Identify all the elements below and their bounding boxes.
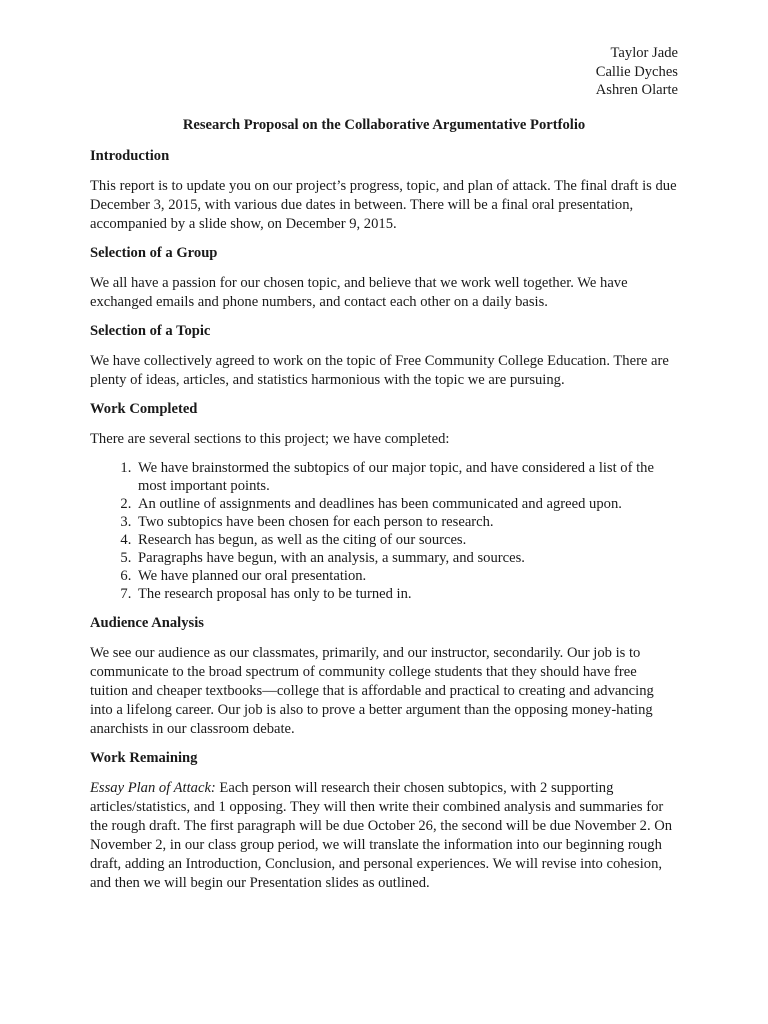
section-heading-work-remaining: Work Remaining xyxy=(90,749,198,766)
author-name: Taylor Jade xyxy=(610,45,678,61)
list-item: 2. An outline of assignments and deadlines has been communicated and agreed upon. xyxy=(135,495,678,513)
list-item: 5. Paragraphs have begun, with an analysis, a summary, and sources. xyxy=(135,549,678,567)
author-name: Ashren Olarte xyxy=(595,82,678,98)
section-heading-topic: Selection of a Topic xyxy=(90,322,211,339)
list-item: 4. Research has begun, as well as the citing of our sources. xyxy=(135,531,678,549)
author-name: Callie Dyches xyxy=(595,63,678,80)
paragraph-work-completed-intro: There are several sections to this project; we have completed: xyxy=(90,430,450,447)
section-heading-group: Selection of a Group xyxy=(90,244,218,261)
list-item: 6. We have planned our oral presentation. xyxy=(135,567,678,585)
paragraph-work-remaining xyxy=(90,779,678,893)
paragraph-audience: We see our audience as our classmates, primarily, and our instructor, secondarily. Our job is to communicate to the broad spectrum of community college students that they should have free tuition and cheaper textbooks—college that is affordable and practical to creating and advancing into a lifelong career. Our job is also to prove a better argument than the opposing money-hating anarchists in our classroom debate. xyxy=(90,644,654,737)
paragraph-group: We all have a passion for our chosen topic, and believe that we work well together. We have exchanged emails and phone numbers, and contact each other on a daily basis. xyxy=(90,274,628,310)
essay-plan-lead: Essay Plan of Attack: xyxy=(90,779,216,796)
list-item: 3. Two subtopics have been chosen for each person to research. xyxy=(135,513,678,531)
section-heading-audience: Audience Analysis xyxy=(90,614,204,631)
document-title: Research Proposal on the Collaborative Argumentative Portfolio xyxy=(182,116,586,133)
list-item: 1. We have brainstormed the subtopics of our major topic, and have considered a list of the most important points. xyxy=(135,459,678,495)
section-heading-introduction: Introduction xyxy=(90,147,170,164)
essay-plan-text: Each person will research their chosen subtopics, with 2 supporting articles/statistics, and 1 opposing. They will then write their combined analysis and summaries for the rough draft. The first paragraph will be due October 26, the second will be due November 2. On November 2, in our class group period, we will translate the information into our beginning rough draft, adding an Introduction, Conclusion, and personal experiences. We will revise into cohesion, and then we will begin our Presentation slides as outlined. xyxy=(90,779,673,891)
list-item: 7. The research proposal has only to be turned in. xyxy=(135,585,678,603)
author-block xyxy=(90,44,678,100)
paragraph-topic: We have collectively agreed to work on the topic of Free Community College Education. There are plenty of ideas, articles, and statistics harmonious with the topic we are pursuing. xyxy=(90,352,669,388)
section-heading-work-completed: Work Completed xyxy=(90,400,198,417)
work-completed-list xyxy=(90,459,678,603)
paragraph-introduction: This report is to update you on our project’s progress, topic, and plan of attack. The final draft is due December 3, 2015, with various due dates in between. There will be a final oral presentation, accompanied by a slide show, on December 9, 2015. xyxy=(90,177,677,232)
